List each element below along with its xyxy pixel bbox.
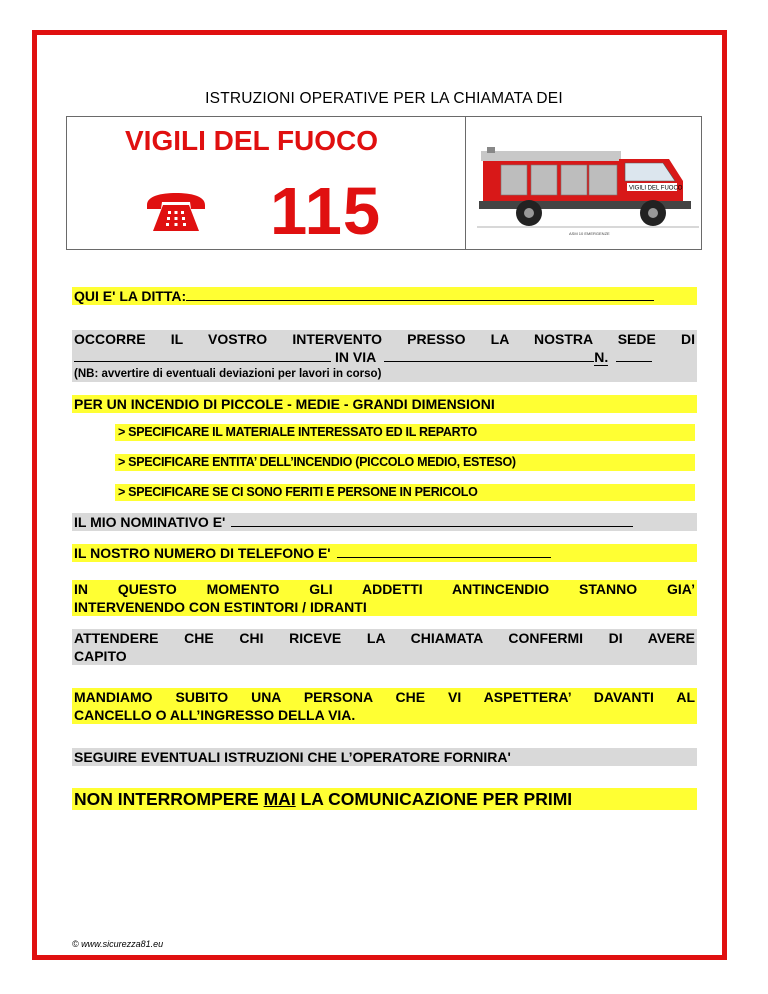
telefono-label: IL NOSTRO NUMERO DI TELEFONO E' xyxy=(74,545,331,561)
emergency-box xyxy=(66,116,702,250)
attendere-line-2: CAPITO xyxy=(72,647,697,665)
via-label: IN VIA xyxy=(335,349,377,365)
final-warning-pre: NON INTERROMPERE xyxy=(74,789,259,809)
header-title: ISTRUZIONI OPERATIVE PER LA CHIAMATA DEI xyxy=(205,90,563,107)
incendio-line: PER UN INCENDIO DI PICCOLE - MEDIE - GRANDI DIMENSIONI xyxy=(72,395,697,413)
nb-note: (NB: avvertire di eventuali deviazioni per lavori in corso) xyxy=(72,366,697,382)
via-blank xyxy=(384,349,594,362)
numero-label: N. xyxy=(594,349,609,365)
seguire-line: SEGUIRE EVENTUALI ISTRUZIONI CHE L’OPERATORE FORNIRA' xyxy=(72,748,697,766)
nominativo-line xyxy=(72,513,697,531)
final-warning-post: LA COMUNICAZIONE PER PRIMI xyxy=(300,789,573,809)
addetti-line-1: IN QUESTO MOMENTO GLI ADDETTI ANTINCENDIO STANNO GIA’ xyxy=(74,581,695,597)
occorre-line-1: OCCORRE IL VOSTRO INTERVENTO PRESSO LA NOSTRA SEDE DI xyxy=(74,331,695,347)
truck-caption: ASM 10 EMERGENZE xyxy=(569,231,610,236)
telefono-blank xyxy=(337,545,551,558)
truck-label: VIGILI DEL FUOCO xyxy=(629,185,683,192)
nominativo-blank xyxy=(231,514,633,527)
emergency-number: 115 xyxy=(270,174,382,249)
telephone-icon xyxy=(143,191,209,235)
ditta-blank xyxy=(186,288,654,301)
ditta-label: QUI E' LA DITTA: xyxy=(74,288,187,304)
numero-blank xyxy=(616,349,652,362)
final-warning-line xyxy=(72,788,697,810)
addetti-line-2: INTERVENENDO CON ESTINTORI / IDRANTI xyxy=(72,598,697,616)
mandiamo-line-1: MANDIAMO SUBITO UNA PERSONA CHE VI ASPETTERA’ DAVANTI AL xyxy=(74,689,695,705)
specificare-entita: > SPECIFICARE ENTITA’ DELL’INCENDIO (PICCOLO MEDIO, ESTESO) xyxy=(115,454,695,471)
specificare-feriti: > SPECIFICARE SE CI SONO FERITI E PERSONE IN PERICOLO xyxy=(115,484,695,501)
telefono-line xyxy=(72,544,697,562)
copyright-footer: © www.sicurezza81.eu xyxy=(72,939,164,949)
mandiamo-line-2: CANCELLO O ALL’INGRESSO DELLA VIA. xyxy=(72,706,697,724)
sede-blank xyxy=(74,349,331,362)
attendere-line-1: ATTENDERE CHE CHI RICEVE LA CHIAMATA CONFERMI DI AVERE xyxy=(74,630,695,646)
occorre-line-2 xyxy=(72,348,697,366)
box-divider xyxy=(465,117,466,249)
ditta-line xyxy=(72,287,697,305)
final-warning-mai: MAI xyxy=(263,789,296,809)
specificare-materiale: > SPECIFICARE IL MATERIALE INTERESSATO ED IL REPARTO xyxy=(115,424,695,441)
fire-truck-image xyxy=(477,141,699,241)
nominativo-label: IL MIO NOMINATIVO E' xyxy=(74,514,226,530)
vigili-del-fuoco-title: VIGILI DEL FUOCO xyxy=(125,125,379,156)
